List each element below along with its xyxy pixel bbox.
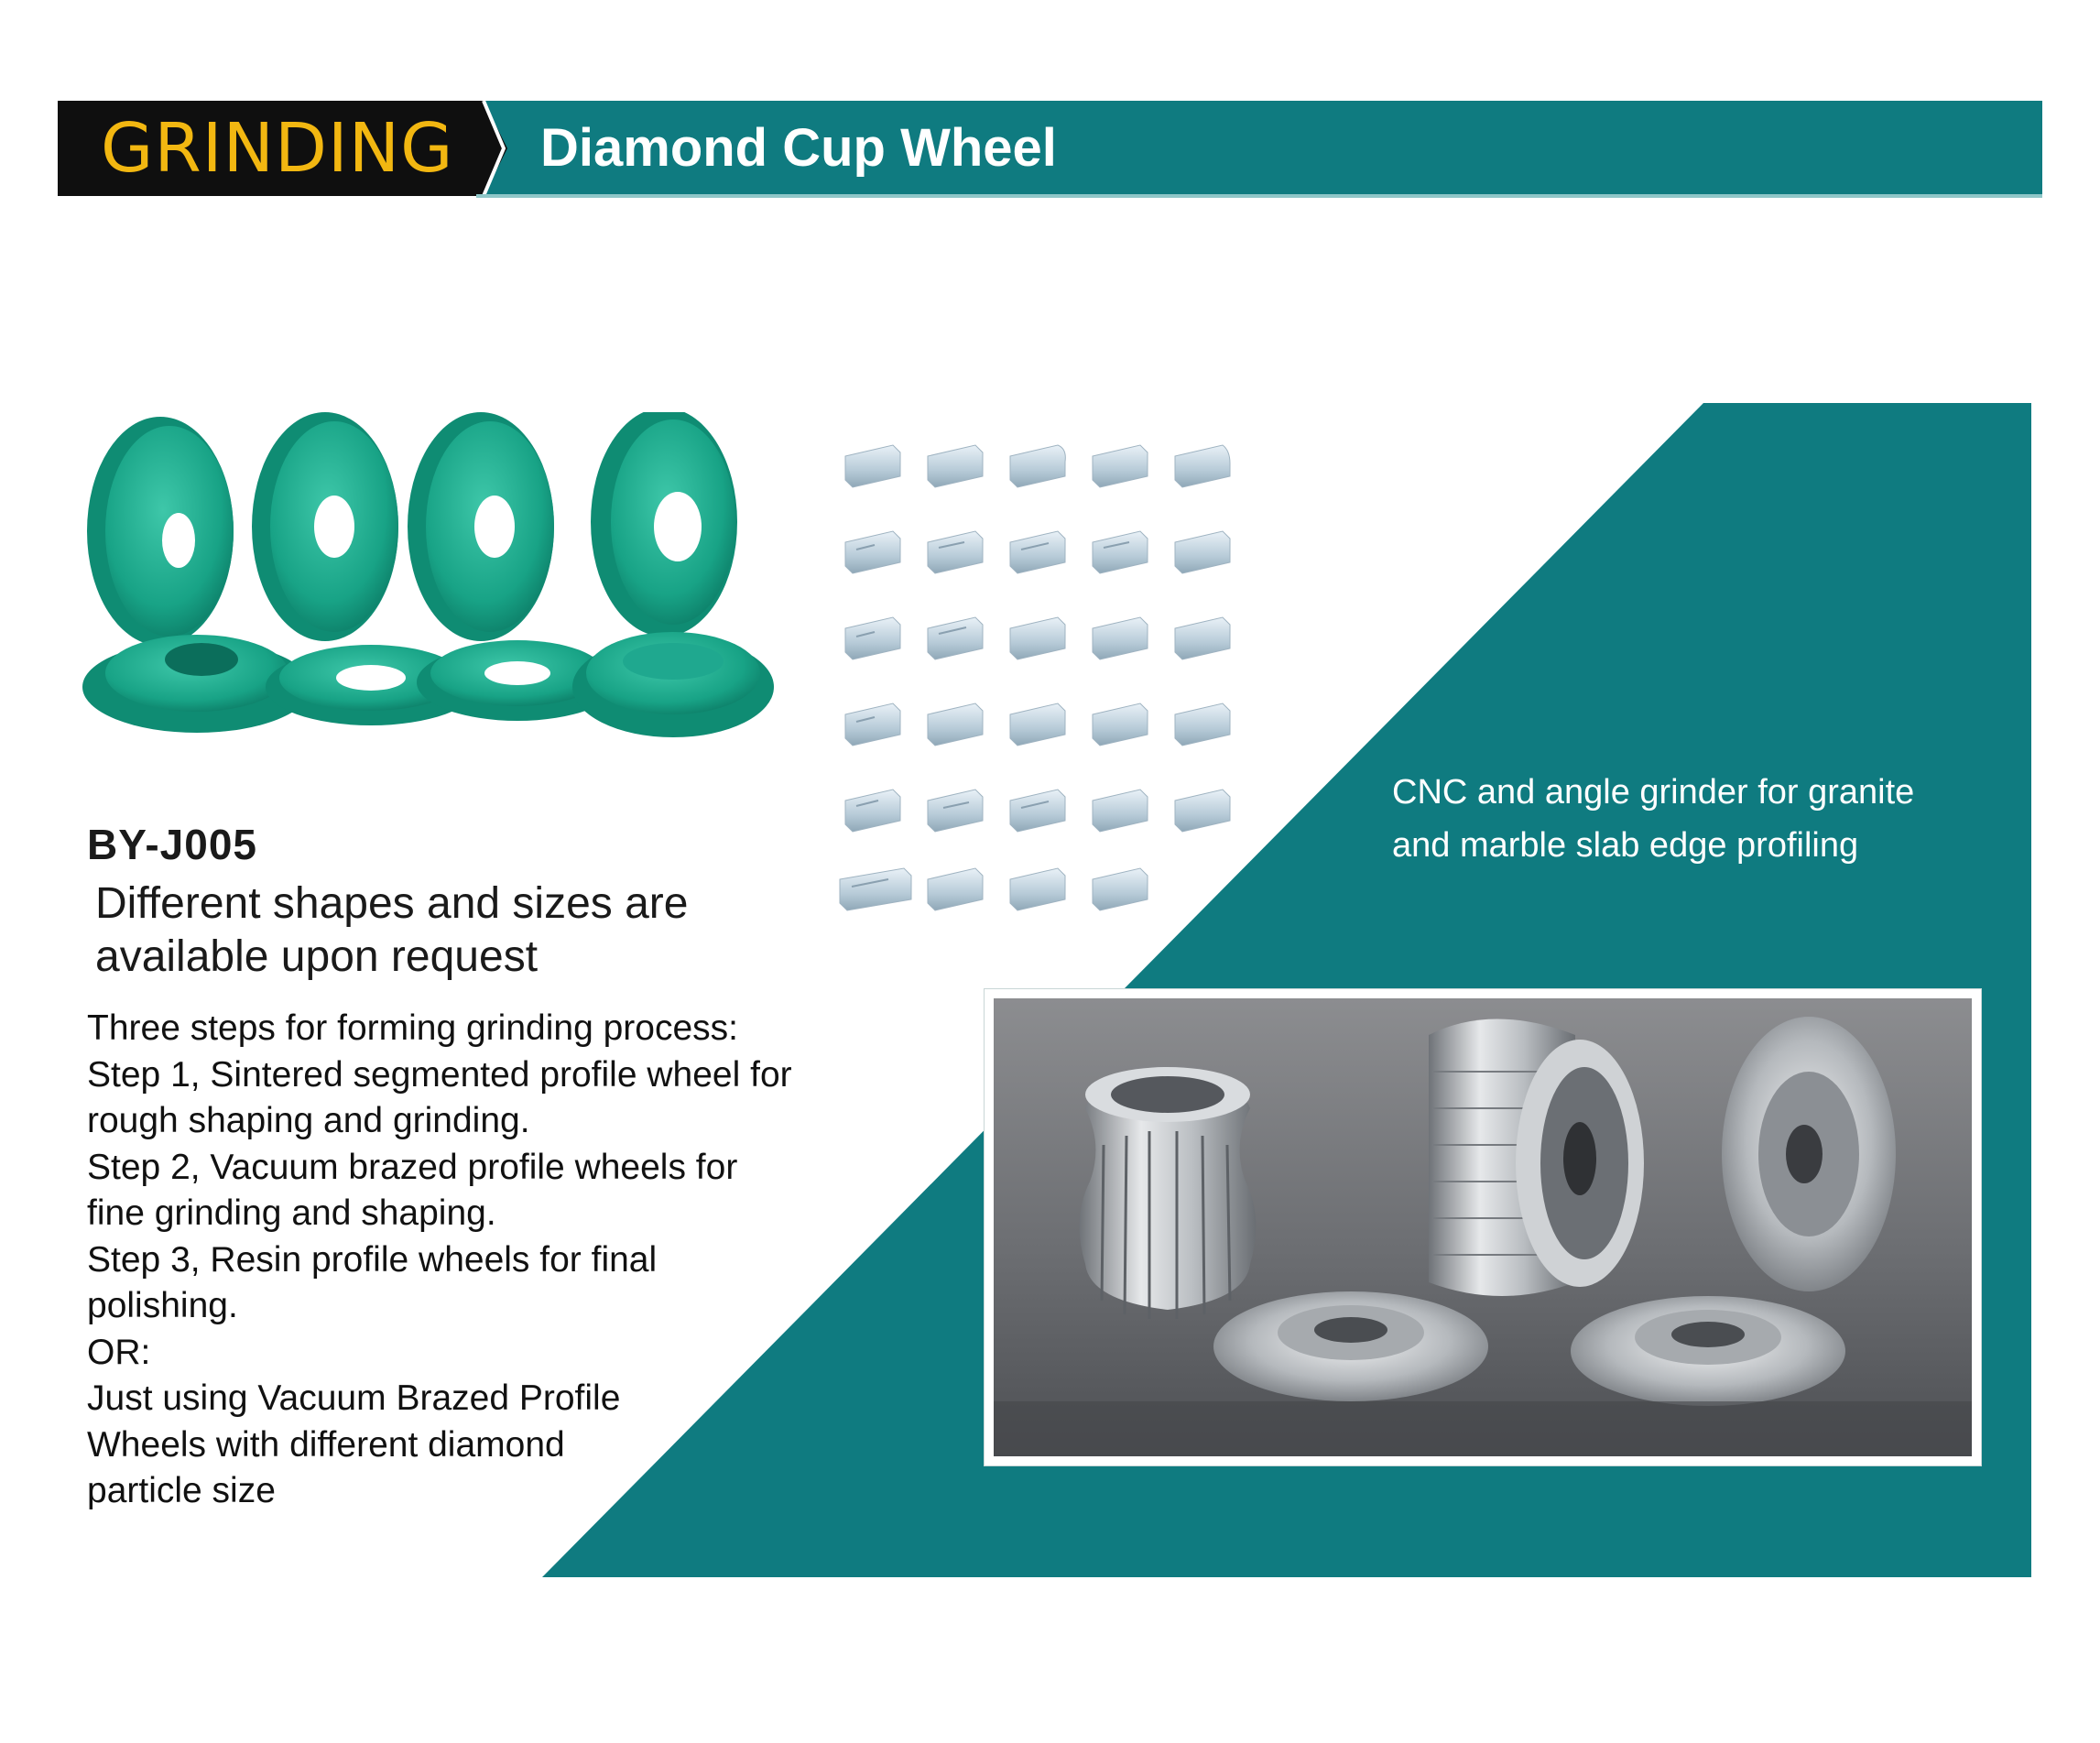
process-line: fine grinding and shaping. bbox=[87, 1193, 496, 1233]
process-line: Three steps for forming grinding process: bbox=[87, 1008, 738, 1048]
process-line: rough shaping and grinding. bbox=[87, 1101, 530, 1140]
caption-line: and marble slab edge profiling bbox=[1392, 826, 1859, 865]
header-divider bbox=[476, 194, 2042, 198]
process-line: Step 3, Resin profile wheels for final bbox=[87, 1239, 658, 1280]
process-line: particle size bbox=[87, 1471, 276, 1510]
model-number: BY-J005 bbox=[87, 821, 258, 868]
profile-shapes-chart bbox=[829, 430, 1250, 934]
process-line: Just using Vacuum Brazed Profile bbox=[87, 1378, 621, 1418]
profile-wheels-photo bbox=[994, 998, 1972, 1456]
process-line: Wheels with different diamond bbox=[87, 1424, 565, 1465]
application-caption bbox=[1392, 766, 2015, 872]
process-line: Step 1, Sintered segmented profile wheel for bbox=[87, 1054, 792, 1095]
process-description bbox=[87, 1006, 847, 1515]
availability-note: Different shapes and sizes are available upon request bbox=[95, 879, 689, 981]
page-title: Diamond Cup Wheel bbox=[540, 118, 1057, 178]
header-chevron-icon bbox=[471, 101, 507, 196]
caption-line: CNC and angle grinder for granite bbox=[1392, 773, 1915, 812]
process-line: Step 2, Vacuum brazed profile wheels for bbox=[87, 1147, 738, 1187]
cup-wheels-image bbox=[78, 412, 774, 751]
process-line: polishing. bbox=[87, 1286, 238, 1325]
header-category-label: GRINDING bbox=[101, 109, 454, 188]
process-line: OR: bbox=[87, 1332, 151, 1372]
photo-frame bbox=[985, 989, 1981, 1465]
